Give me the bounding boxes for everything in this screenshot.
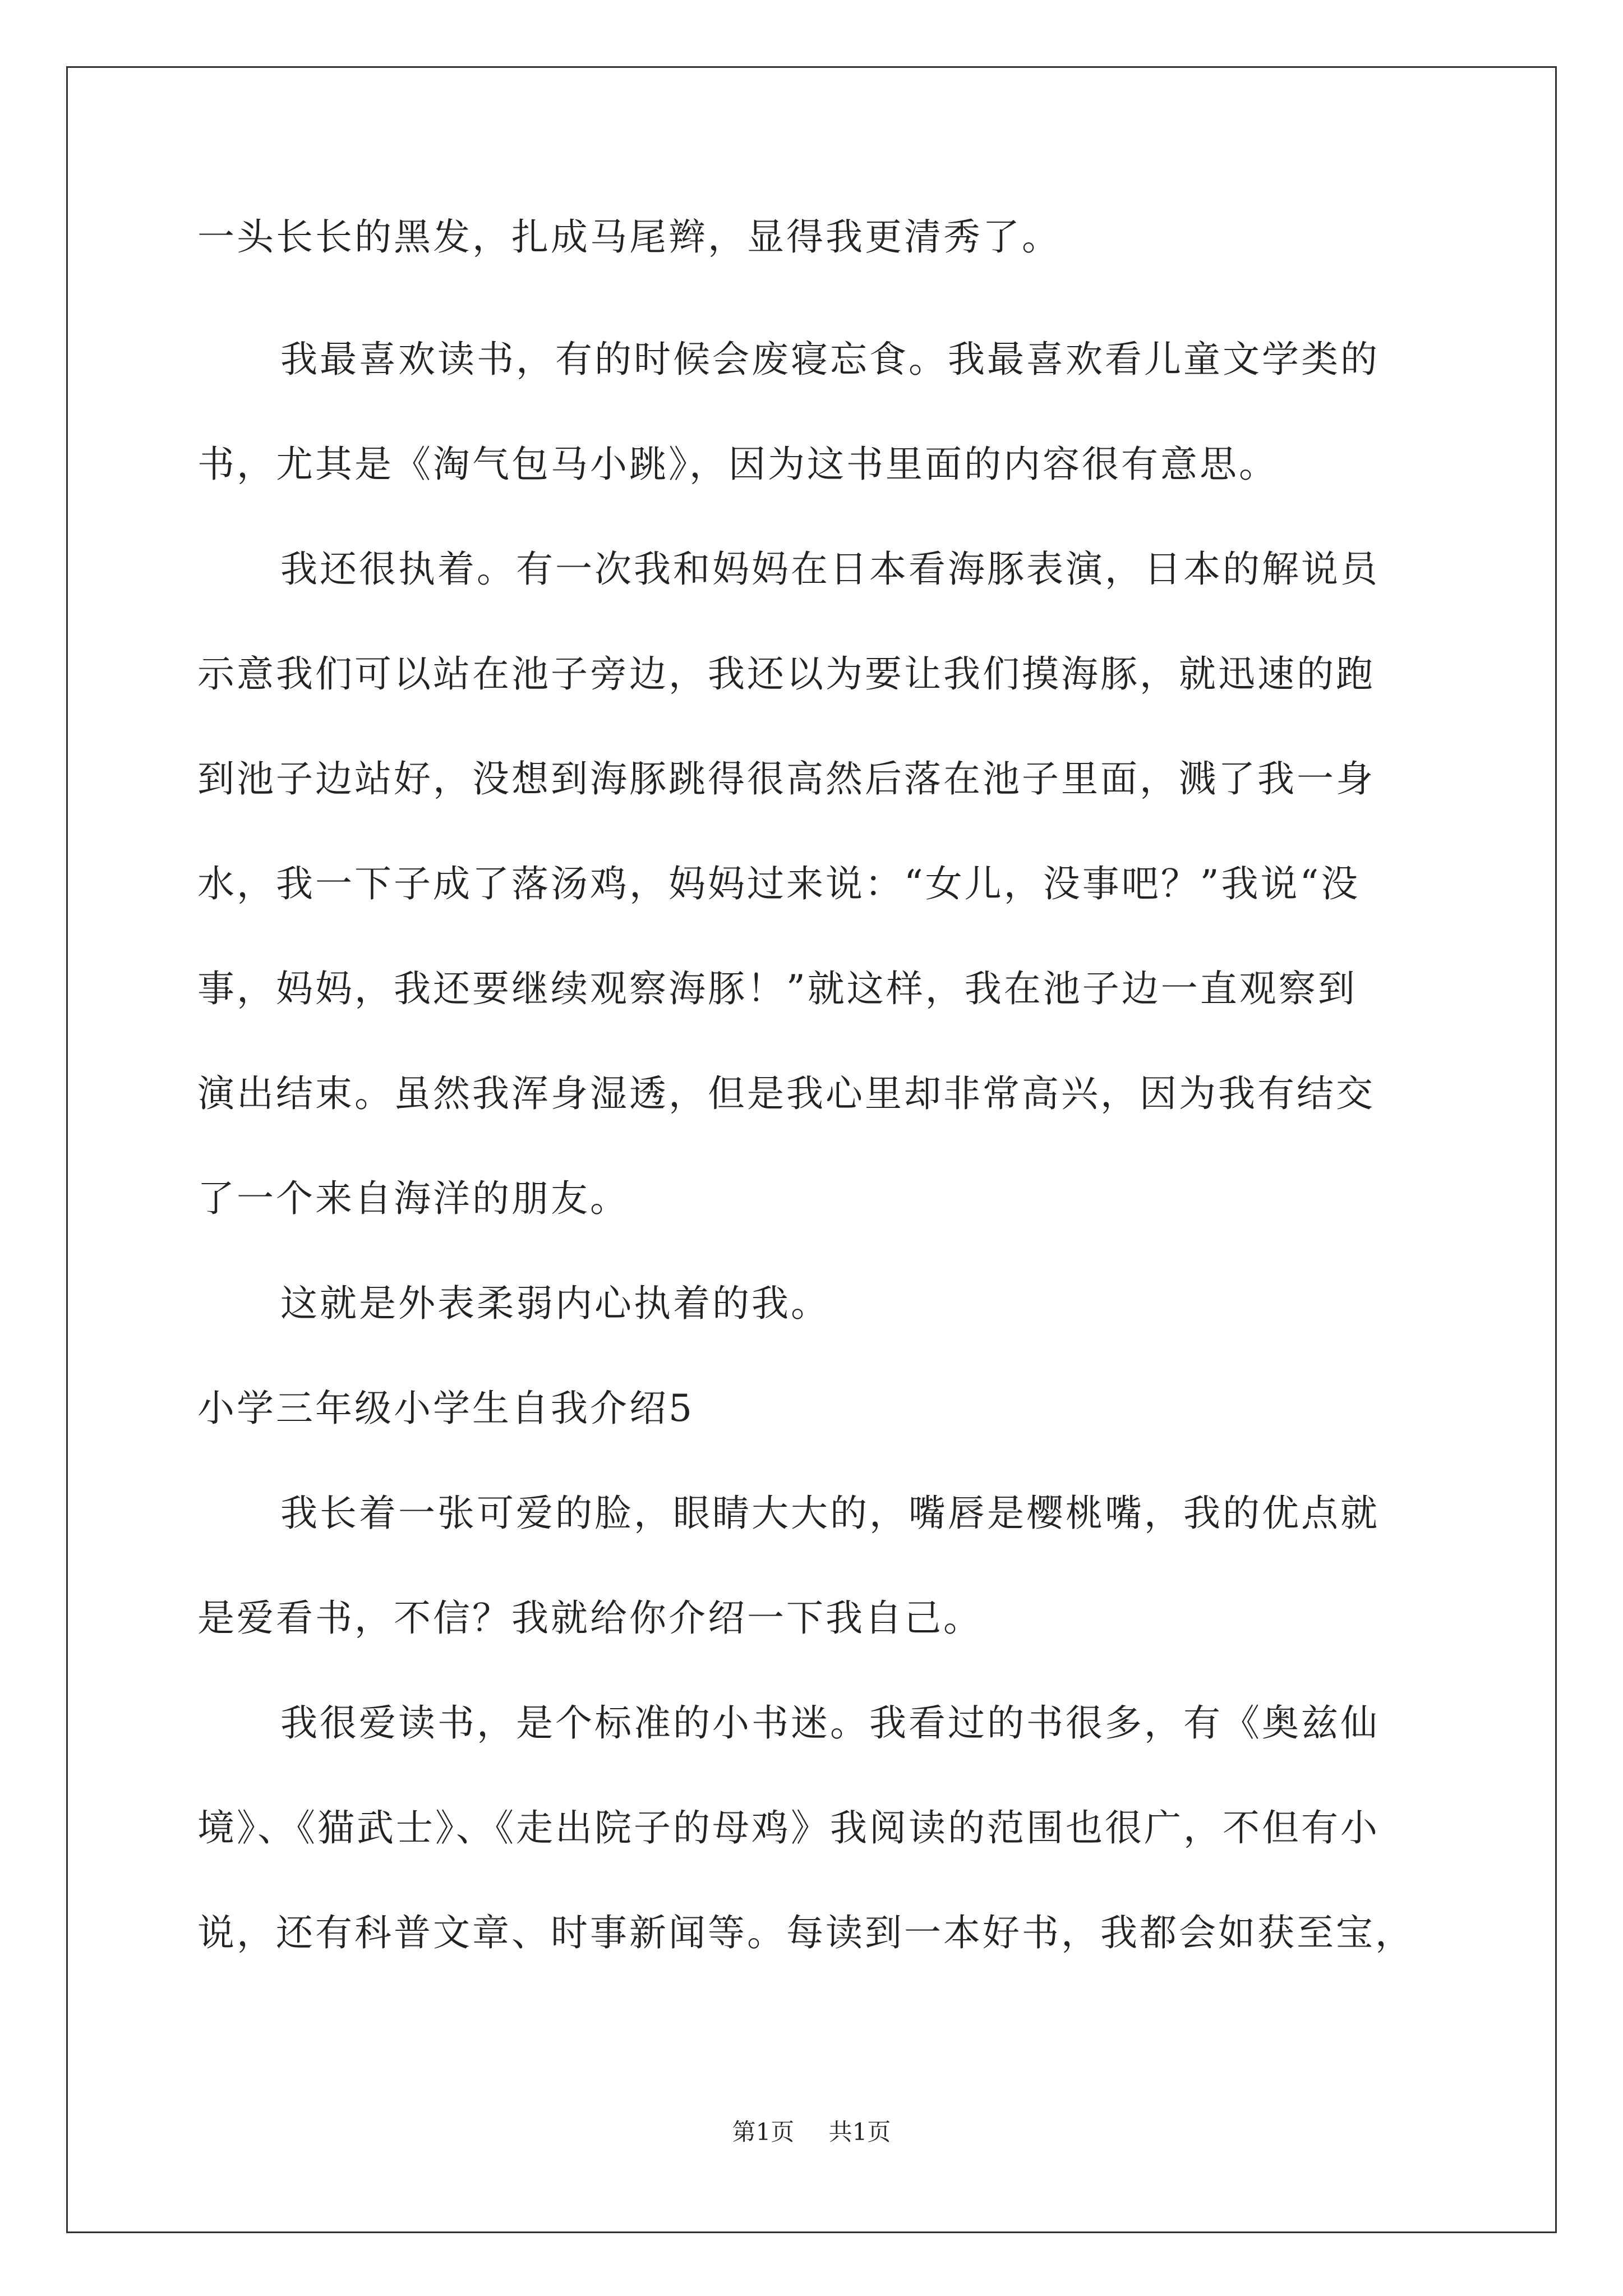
- text-line: 我很爱读书，是个标准的小书迷。我看过的书很多，有《奥兹仙: [280, 1701, 1380, 1745]
- text-line: 一头长长的黑发，扎成马尾辫，显得我更清秀了。: [197, 215, 1061, 259]
- text-line: 书，尤其是《淘气包马小跳》，因为这书里面的内容很有意思。: [197, 443, 1278, 486]
- page-number: 第1页: [732, 2118, 795, 2146]
- text-line: 水，我一下子成了落汤鸡，妈妈过来说：“女儿，没事吧？”我说“没: [197, 862, 1361, 905]
- text-line: 我还很执着。有一次我和妈妈在日本看海豚表演，日本的解说员: [280, 547, 1380, 591]
- section-heading: 小学三年级小学生自我介绍5: [197, 1387, 694, 1430]
- text-line: 我长着一张可爱的脸，眼睛大大的，嘴唇是樱桃嘴，我的优点就: [280, 1492, 1380, 1535]
- document-body: [197, 215, 1437, 1954]
- text-line: 演出结束。虽然我浑身湿透，但是我心里却非常高兴，因为我有结交: [197, 1072, 1375, 1115]
- text-line: 我最喜欢读书，有的时候会废寝忘食。我最喜欢看儿童文学类的: [280, 338, 1380, 381]
- text-line: 示意我们可以站在池子旁边，我还以为要让我们摸海豚，就迅速的跑: [197, 652, 1375, 696]
- page-footer: [0, 2114, 1623, 2147]
- text-line: 到池子边站好，没想到海豚跳得很高然后落在池子里面，溅了我一身: [197, 757, 1375, 800]
- text-line: 境》、《猫武士》、《走出院子的母鸡》我阅读的范围也很广，不但有小: [197, 1806, 1380, 1849]
- text-line: 了一个来自海洋的朋友。: [197, 1177, 629, 1220]
- page-total: 共1页: [828, 2118, 891, 2146]
- text-line: 事，妈妈，我还要继续观察海豚！”就这样，我在池子边一直观察到: [197, 967, 1357, 1010]
- text-line: 是爱看书，不信？我就给你介绍一下我自己。: [197, 1596, 983, 1640]
- text-line: 说，还有科普文章、时事新闻等。每读到一本好书，我都会如获至宝，: [197, 1911, 1414, 1954]
- text-line: 这就是外表柔弱内心执着的我。: [280, 1282, 830, 1325]
